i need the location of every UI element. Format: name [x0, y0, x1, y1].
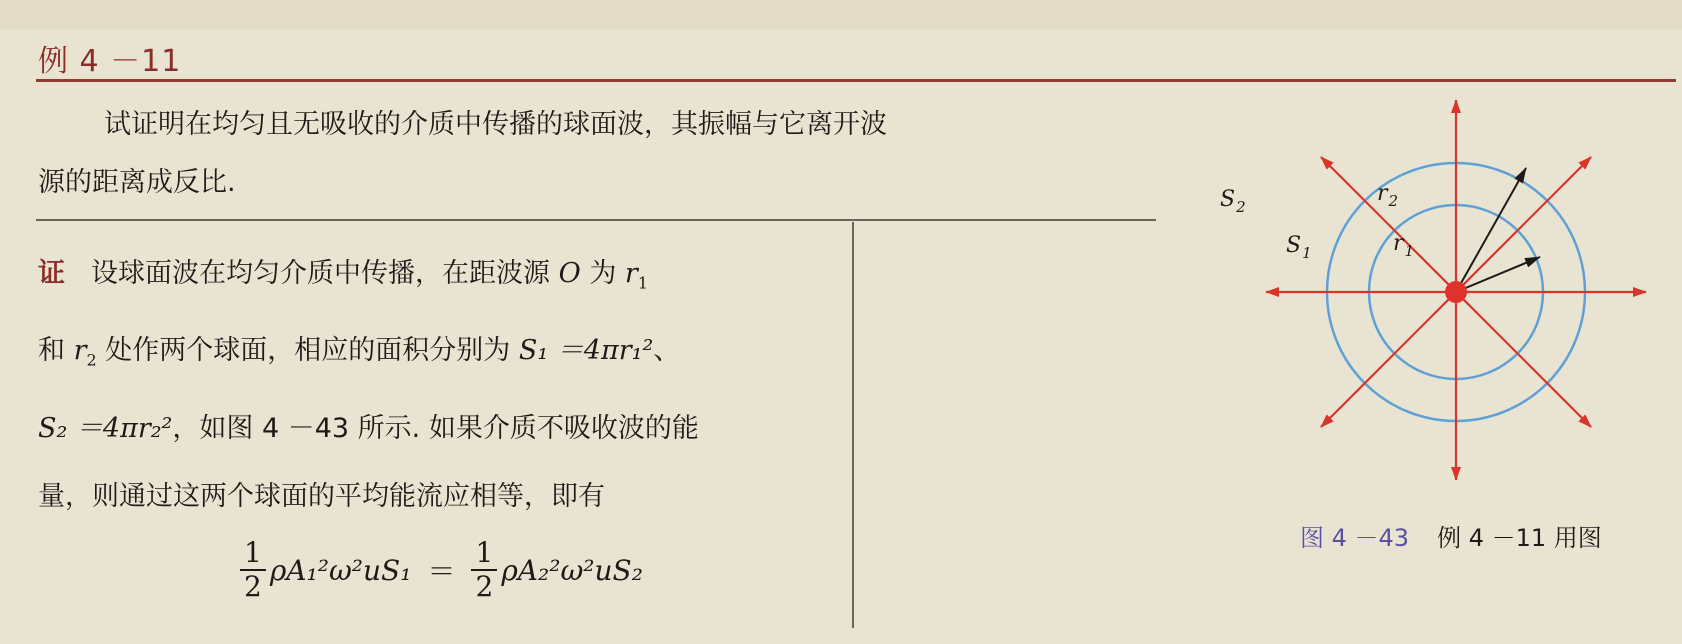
- symbol-r2: r: [73, 335, 87, 367]
- label-S1: $S_1$: [1286, 233, 1312, 262]
- proof-line-1-text: 设球面波在均匀介质中传播，在距波源: [91, 258, 550, 289]
- formula-S2: S₂ ＝4πr₂²: [38, 412, 173, 444]
- label-r1: $r_1$: [1393, 231, 1415, 260]
- proof-line-2-end: 、: [653, 335, 681, 367]
- proof-line-3: [38, 395, 838, 463]
- formula-S1: S₁ ＝4πr₁²: [518, 335, 654, 367]
- figure-caption: [1300, 518, 1602, 553]
- equals-sign: ＝: [427, 555, 456, 588]
- example-title: 例 4 －11: [38, 44, 182, 79]
- label-r2: $r_2$: [1377, 181, 1399, 210]
- proof-line-3-text: ，如图 4 －43 所示. 如果介质不吸收波的能: [172, 412, 699, 444]
- problem-line-1: 试证明在均匀且无吸收的介质中传播的球面波，其振幅与它离开波: [104, 109, 887, 140]
- fraction-half-right: [471, 537, 497, 603]
- figure-number: 图 4 －43: [1300, 524, 1410, 552]
- ray-up-left: [1321, 157, 1456, 292]
- figure-caption-text: 例 4 －11 用图: [1437, 524, 1602, 552]
- fraction-denominator: 2: [244, 570, 262, 603]
- equation-left-term: ρA₁²ω²uS₁: [269, 553, 412, 587]
- column-divider: [852, 222, 854, 628]
- symbol-O: O: [558, 258, 581, 289]
- problem-statement: [38, 96, 1158, 212]
- proof-line-1: [38, 240, 838, 317]
- spherical-wave-figure: [1220, 92, 1666, 512]
- ray-up-right: [1456, 157, 1591, 292]
- fraction-denominator: 2: [475, 570, 494, 603]
- proof-label: 证: [38, 258, 65, 289]
- proof-line-1-wei: 为: [589, 258, 617, 289]
- energy-flux-equation: [240, 530, 643, 610]
- proof-line-2-text: 处作两个球面，相应的面积分别为: [105, 335, 511, 367]
- label-S2: $S_2$: [1220, 187, 1246, 216]
- symbol-r2-sub: 2: [86, 350, 97, 370]
- fraction-numerator: 1: [240, 537, 266, 571]
- fraction-numerator: 1: [471, 537, 497, 571]
- radius-r1-arrow: [1456, 257, 1540, 292]
- problem-line-2: 源的距离成反比.: [38, 167, 236, 198]
- top-strip: [0, 0, 1682, 30]
- wave-source-dot: [1445, 281, 1467, 303]
- ray-down-right: [1456, 292, 1591, 427]
- proof-text: [38, 240, 838, 531]
- ray-down-left: [1321, 292, 1456, 427]
- section-divider: [36, 219, 1156, 221]
- proof-line-2: [38, 317, 838, 394]
- fraction-half-left: [240, 537, 266, 603]
- symbol-r1: r: [624, 258, 638, 289]
- equation-right-term: ρA₂²ω²uS₂: [501, 553, 643, 587]
- proof-line-2-he: 和: [38, 335, 65, 367]
- symbol-r1-sub: 1: [637, 273, 649, 293]
- title-rule: [36, 79, 1676, 82]
- proof-line-4: 量，则通过这两个球面的平均能流应相等，即有: [38, 480, 605, 512]
